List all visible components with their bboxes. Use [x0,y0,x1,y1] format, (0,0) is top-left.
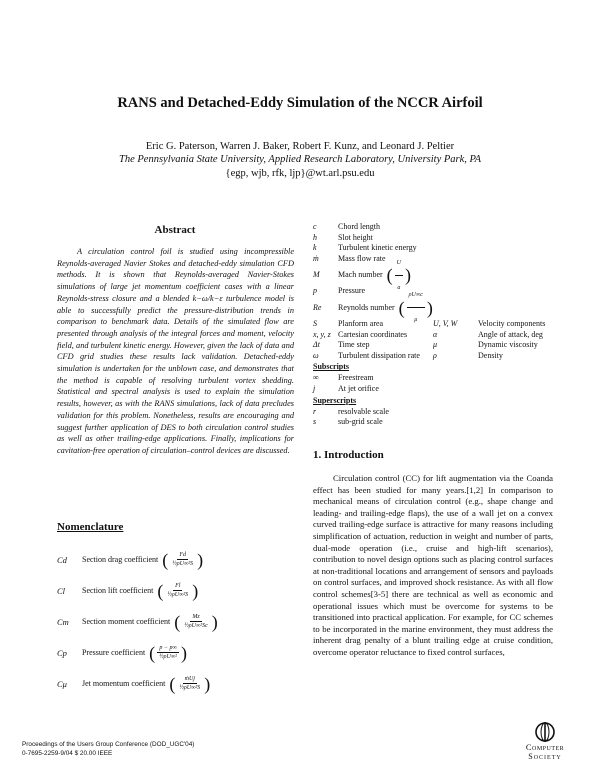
formula: ( $\frac{Mz}{\text{½ρU∞²Sc}}$ ) [174,611,218,632]
formula: ( $\frac{p - p\infty}{\text{½ρU∞²}}$ ) [149,642,187,663]
formula-denominator: a [397,284,401,291]
formula-denominator: ½ρU∞²S [172,561,194,567]
symbol: p [313,286,317,296]
nomenclature-row [57,668,294,699]
formula: ( $\frac{Fl}{\text{½ρU∞²S}}$ ) [157,580,199,601]
symbol-label: Chord length [338,222,380,231]
symbol-label: Dynamic viscosity [478,340,538,350]
subscript-row [313,373,553,384]
formula-denominator: ½ρU∞²S [167,592,189,598]
symbol-row [313,243,553,254]
symbol-label: Angle of attack, deg [478,329,543,339]
author-list: Eric G. Paterson, Warren J. Baker, Robert F. Kunz, and Leonard J. Peltier [145,141,455,152]
nomenclature-label: Pressure coefficient [82,648,146,657]
formula-numerator: U [395,252,403,276]
symbol: Δt [313,340,320,350]
symbol: Re [313,302,322,312]
symbol-label: sub-grid scale [338,417,383,427]
symbol: U, V, W [433,318,458,328]
paper-title: RANS and Detached-Eddy Simulation of the NCCR Airfoil [117,95,483,111]
nomenclature-symbol: Cμ [57,678,67,689]
formula: ( $\frac{Fd}{\text{½ρU∞²S}}$ ) [162,549,204,570]
symbol: α [433,329,438,339]
symbol: S [313,318,317,328]
nomenclature-heading: Nomenclature [57,521,124,533]
symbol: μ [433,340,438,350]
symbol-row [313,254,553,265]
nomenclature-row [57,575,294,606]
formula-numerator: Mz [192,614,200,620]
formula-numerator: p − p∞ [159,645,177,651]
computer-society-logo [505,722,585,761]
subscripts-heading: Subscripts [313,362,350,372]
formula: ( $\frac{\rho U\infty c}{\mu}$ ) [399,297,433,319]
symbol-row [313,286,553,297]
formula-denominator: ½ρU∞²S [179,685,201,691]
formula-numerator: Fl [175,583,181,589]
logo-line: Society [528,752,562,761]
symbol-label: Mass flow rate [338,253,386,263]
symbol: r [313,406,317,416]
nomenclature-symbol: Cd [57,554,67,565]
nomenclature-label: Section moment coefficient [82,617,171,626]
formula-denominator: μ [414,317,418,324]
symbol-row [313,233,553,244]
author-emails: {egp, wjb, rfk, ljp}@wt.arl.psu.edu [225,168,375,179]
symbol-label: Freestream [338,373,374,383]
formula-numerator: Fd [179,552,186,558]
nomenclature-row [57,637,294,668]
introduction-text: Circulation control (CC) for lift augmentation via the Coanda effect has been studied for many years.[1,2] In comparison to mechanical means of circulation control (e.g., shape change and leading- and trailing-edge flaps), the use of a wall jet on a convex curved trailing-edge surface is attractive for many reasons including simplification of actuation, reduction in weight and number of parts, dual-mode operation (i.e., cruise and high-lift scenarios), contribution to novel design options such as placing control surfaces at non-traditional locations and arrangement of sensors and payloads on control surfaces, and improved shock resistance. As with all flow control schemes[3-5] there are technical as well as economic and operational issues which must be overcome for systems to be transitioned into practical application. For example, for CC schemes to be incorporated in the marine environment, they must address the inherent drag penalty of a blunt trailing edge at cruise condition, overcome operator reluctance to fixed control surfaces, [313,473,553,657]
symbol-label: Pressure [338,286,366,296]
symbol-row [313,222,553,233]
formula: ( $\frac{U}{a}$ ) [387,264,411,286]
affiliation: The Pennsylvania State University, Applied Research Laboratory, University Park, PA [119,154,481,165]
symbol-label: Planform area [338,318,384,328]
symbol: k [313,243,317,253]
superscript-row [313,417,553,428]
symbol-row [313,340,553,351]
symbol-label: Turbulent kinetic energy [338,243,417,253]
symbol: c [313,222,317,231]
footer-line: Proceedings of the Users Group Conference (DOD_UGC'04) [22,741,195,748]
superscripts-heading: Superscripts [313,395,357,405]
formula: ( ṁUj ½ρU∞²S ) [169,673,211,694]
nomenclature-row [57,606,294,637]
computer-society-emblem-icon [533,722,557,742]
symbol-label: Time step [338,340,370,350]
superscript-row [313,407,553,418]
formula-denominator: ½ρU∞² [159,654,177,660]
page-footer [22,740,194,758]
symbol-label: Cartesian coordinates [338,329,408,339]
logo-line: Computer [525,742,565,752]
symbol-label: Density [478,350,503,360]
nomenclature-label: Section drag coefficient [82,555,159,564]
formula-numerator: ρU∞c [407,284,425,308]
symbol: s [313,417,317,427]
introduction-heading: 1. Introduction [313,449,384,461]
symbol: M [313,270,320,280]
symbol-label: Mach number [338,270,383,280]
symbol-label: Turbulent dissipation rate [338,350,420,360]
symbol: ∞ [313,373,319,383]
symbol: ṁ [313,253,319,263]
symbol-label: resolvable scale [338,406,389,416]
footer-line: 0-7695-2259-9/04 $ 20.00 IEEE [22,750,113,757]
symbol-row [313,319,553,330]
nomenclature-label: Section lift coefficient [82,586,154,595]
symbol-row [313,351,553,362]
nomenclature-symbol: Cm [57,616,69,627]
nomenclature-symbol: Cp [57,647,67,658]
symbol: ρ [433,350,437,360]
nomenclature-list [57,544,294,699]
symbol-label: At jet orifice [338,383,379,393]
abstract-heading: Abstract [154,224,196,236]
nomenclature-label: Jet momentum coefficient [82,679,166,688]
symbol-row [313,330,553,341]
formula-numerator: ṁUj [184,676,195,682]
abstract-text: A circulation control foil is studied using incompressible Reynolds-averaged Navier Stokes and detached-eddy simulation CFD methods. It is shown that Reynolds-averaged Navier-Stokes simulations of large jet momentum coefficient cases with a linear Reynolds-stress closure and a blended k−ω/k−ε turbulence model is able to successfully predict the pressure-distribution trends in comparison to benchmark data. Details of the simulated flow are presented through analysis of the integral forces and moment, velocity field, and turbulent kinetic energy. However, given the lack of data and CFD grid studies these results lack validation. Detached-eddy simulation is undertaken for the unblown case, and demonstrates that the method is capable of resolving turbulent vortex shedding. Statistical and spectral analysis is used to explain the simulation results, however, as with the RANS simulations, lack of data precludes validation for this problem. Nonetheless, results are encouraging and suggest further application of DES to both circulation control studies as well as other trailing-edge applications. Finally, implications for cavitation-free operation of circulation–control devices are discussed. [57,247,294,455]
symbol: h [313,232,317,242]
formula-denominator: ½ρU∞²Sc [184,623,208,629]
subscript-row [313,384,553,395]
symbol: x, y, z [313,329,331,339]
symbol-label: Reynolds number [338,302,395,312]
nomenclature-symbol: Cl [57,585,66,596]
symbol: ω [313,350,319,360]
symbol-label: Slot height [338,232,373,242]
symbol: j [313,383,316,393]
symbol-list [313,222,553,428]
symbol-label: Velocity components [478,318,546,328]
nomenclature-row [57,544,294,575]
